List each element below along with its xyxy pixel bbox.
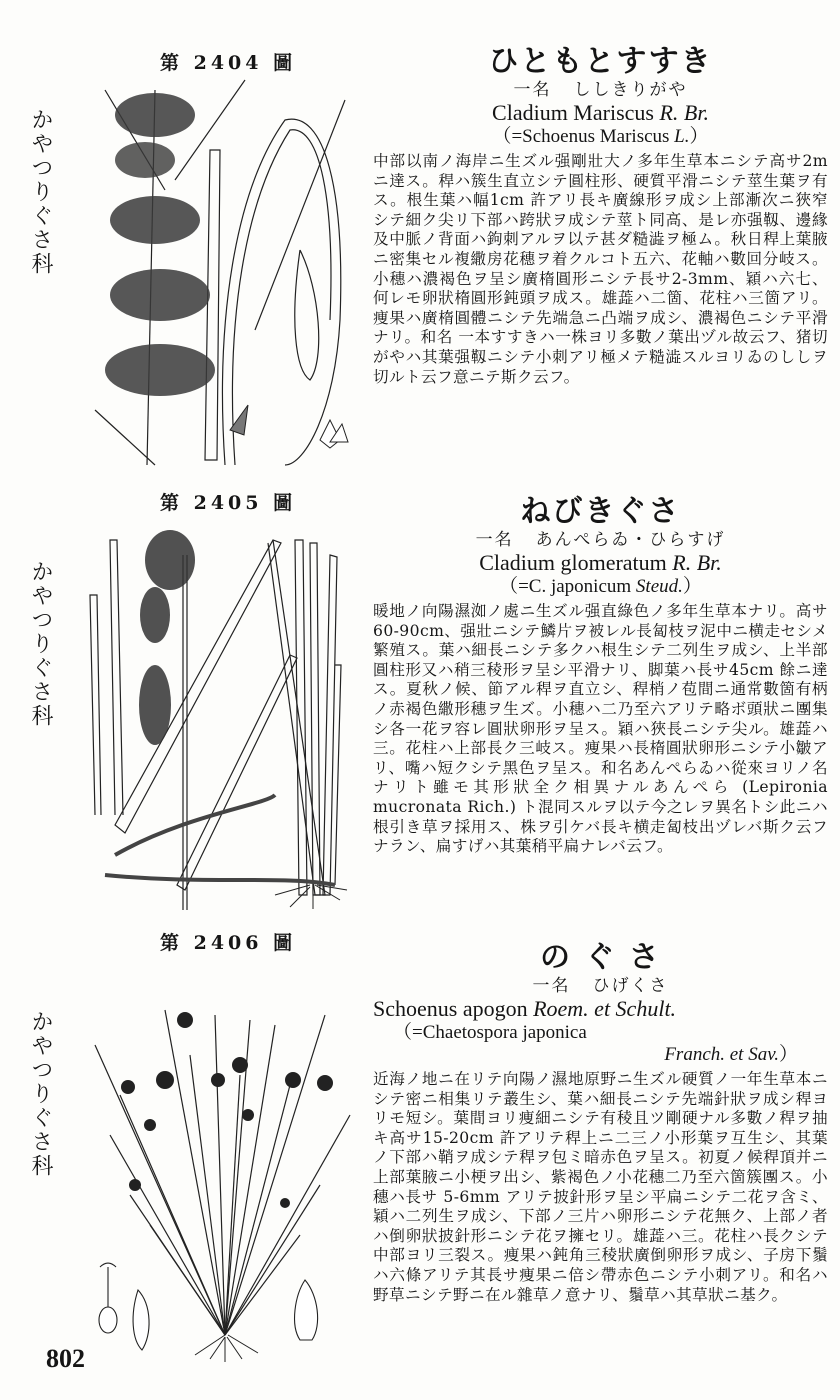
synonym-author: L. <box>674 126 690 147</box>
synonym-name: （=Chaetospora japonica <box>393 1022 587 1043</box>
description: 中部以南ノ海岸ニ生ズル强剛壯大ノ多年生草本ニシテ高サ2m ニ達ス。稈ハ簇生直立シテ圓柱形、硬質平滑ニシテ莖生葉ヲ有ス。根生葉ハ幅1cm 許アリ長キ廣線形ヲ成シ上部漸次ニ狹窄シテ細ク尖リ下部ハ跨狀ヲ成シテ莖ト同高、是レ亦强靱、邊緣及中脈ノ背面ハ鉤刺アルヲ以テ甚ダ糙澁ヲ極ム。秋日稈上葉腋ニ密集セル複繖房花穗ヲ着クルコト五六、花軸ハ數回分岐ス。小穗ハ濃褐色ヲ呈シ廣楕圓形ニシテ長サ2-3mm、穎ハ六七、何レモ卵狀楕圓形鈍頭ヲ成ス。雄蕋ハ二箇、花柱ハ三箇アリ。痩果ハ廣楕圓體ニシテ先端急ニ凸端ヲ成シ、濃褐色ニシテ平滑ナリ。和名 一本すすきハ一株ヨリ多數ノ葉出ヅル故云フ、猪切がやハ其葉强靱ニシテ小刺アリ極メテ糙澁スルヨリゐのししヲ切ルト云フ意ニテ斯ク云フ。 <box>373 152 828 386</box>
description: 暖地ノ向陽濕洳ノ處ニ生ズル强直綠色ノ多年生草本ナリ。高サ60-90cm、强壯ニシテ鱗片ヲ被レル長匐枝ヲ泥中ニ横走セシメ繁殖ス。葉ハ細長ニシテ多クハ根生シテ二列生ヲ成シ、上半部圓柱形又ハ稍三稜形ヲ呈シ平滑ナリ、脚葉ハ長サ45cm 餘ニ達ス。夏秋ノ候、節アル稈ヲ直立シ、稈梢ノ苞間ニ通常數箇有柄ノ赤褐色繖形穗ヲ生ズ。小穗ハ二乃至六アリテ略ボ頭狀ニ團集シ各一花ヲ容レ圓狀卵形ヲ呈ス。穎ハ狹長ニシテ尖ル。雄蕋ハ三。花柱ハ上部長ク三岐ス。痩果ハ長楕圓狀卵形ニシテ小皺アリ、嘴ハ短クシテ黑色ヲ呈ス。和名あんぺらゐハ從來ヨリノ名ナリト雖モ其形狀全ク相異ナルあんぺら (Lepironia mucronata Rich.) ト混同スルヲ以テ今之レヲ異名トシ此ニハ根引き草ヲ採用ス、株ヲ引ケバ長キ横走匐枝出ヅレバ斯ク云フナラン、扁すげハ其葉稍平扁ナレバ云フ。 <box>373 602 828 856</box>
figure-label-2406: 第 2406 圖 <box>160 932 297 954</box>
synonym-name: （=C. japonicum <box>499 576 636 597</box>
synonym <box>373 576 828 598</box>
alternate-name <box>373 80 828 100</box>
alternate-name <box>373 530 828 550</box>
japanese-name: ねびきぐさ <box>520 494 681 529</box>
alternate-prefix: 一名 <box>513 80 552 100</box>
author: R. Br. <box>659 100 709 125</box>
description: 近海ノ地ニ在リテ向陽ノ濕地原野ニ生ズル硬質ノ一年生草本ニシテ密ニ相集リテ叢生シ、葉ハ細長ニシテ先端針狀ヲ成シ稈ヨリモ短シ。葉間ヨリ痩細ニシテ有稜且ツ剛硬ナル多數ノ稈ヲ抽キ高サ15-20cm 許アリテ稈上ニ二三ノ小形葉ヲ互生シ、其葉ノ下部ハ鞘ヲ成シテ稈ヲ包ミ暗赤色ヲ呈ス。初夏ノ候稈頂并ニ上部葉腋ニ小梗ヲ出シ、紫褐色ノ小花穗二乃至六箇簇團ス。小穗ハ長サ 5-6mm アリテ披針形ヲ呈シ平扁ニシテ二花ヲ含ミ、穎ハ二列生ヲ成シ、下部ノ三片ハ卵形ニシテ花無ク、上部ノ者ハ倒卵狀披針形ニシテ花ヲ擁セリ。雄蕋ハ三。花柱ハ長クシテ中部ヨリ三裂ス。痩果ハ鈍角三稜狀廣倒卵形ヲ成シ、子房下鬚ハ六條アリテ其長サ痩果ニ倍シ帶赤色ニシテ小刺アリ。和名ハ野草ニシテ野ニ在ル雜草ノ意ナリ、鬚草ハ其草狀ニ基ク。 <box>373 1070 828 1304</box>
synonym-close: ） <box>689 126 709 147</box>
illustration-schoenus-apogon <box>90 975 360 1375</box>
synonym-close: ） <box>778 1044 798 1065</box>
alternate-name-text: ししきりがや <box>573 80 688 100</box>
synonym-author: Franch. et Sav. <box>664 1044 779 1065</box>
scientific-name <box>373 100 828 126</box>
family-label: かやつりぐさ科 <box>28 108 53 276</box>
synonym-continued <box>373 1044 828 1066</box>
alternate-name <box>373 976 828 996</box>
family-label: かやつりぐさ科 <box>28 1010 53 1178</box>
entry-2404 <box>373 44 828 387</box>
synonym-author: Steud. <box>635 576 683 597</box>
genus-species: Cladium glomeratum <box>479 550 667 575</box>
family-label: かやつりぐさ科 <box>28 560 53 728</box>
author: R. Br. <box>672 550 722 575</box>
figure-label-2404: 第 2404 圖 <box>160 52 297 74</box>
synonym <box>373 1022 828 1044</box>
japanese-name: の ぐ さ <box>540 940 661 975</box>
scientific-name <box>373 550 828 576</box>
genus-species: Cladium Mariscus <box>492 100 654 125</box>
genus-species: Schoenus apogon <box>373 996 528 1021</box>
scientific-name <box>373 996 828 1022</box>
alternate-name-text: あんぺらゐ・ひらすげ <box>535 530 726 550</box>
page-number: 802 <box>46 1344 85 1373</box>
alternate-name-text: ひげくさ <box>592 976 669 996</box>
synonym <box>373 126 828 148</box>
entry-2406 <box>373 940 828 1305</box>
alternate-prefix: 一名 <box>532 976 571 996</box>
synonym-close: ） <box>682 576 702 597</box>
japanese-name: ひともとすすき <box>488 44 713 79</box>
illustration-cladium-glomeratum <box>85 515 370 915</box>
synonym-name: （=Schoenus Mariscus <box>492 126 675 147</box>
illustration-cladium-mariscus <box>85 70 375 470</box>
alternate-prefix: 一名 <box>475 530 514 550</box>
author: Roem. et Schult. <box>533 996 677 1021</box>
figure-label-2405: 第 2405 圖 <box>160 492 297 514</box>
entry-2405 <box>373 494 828 857</box>
